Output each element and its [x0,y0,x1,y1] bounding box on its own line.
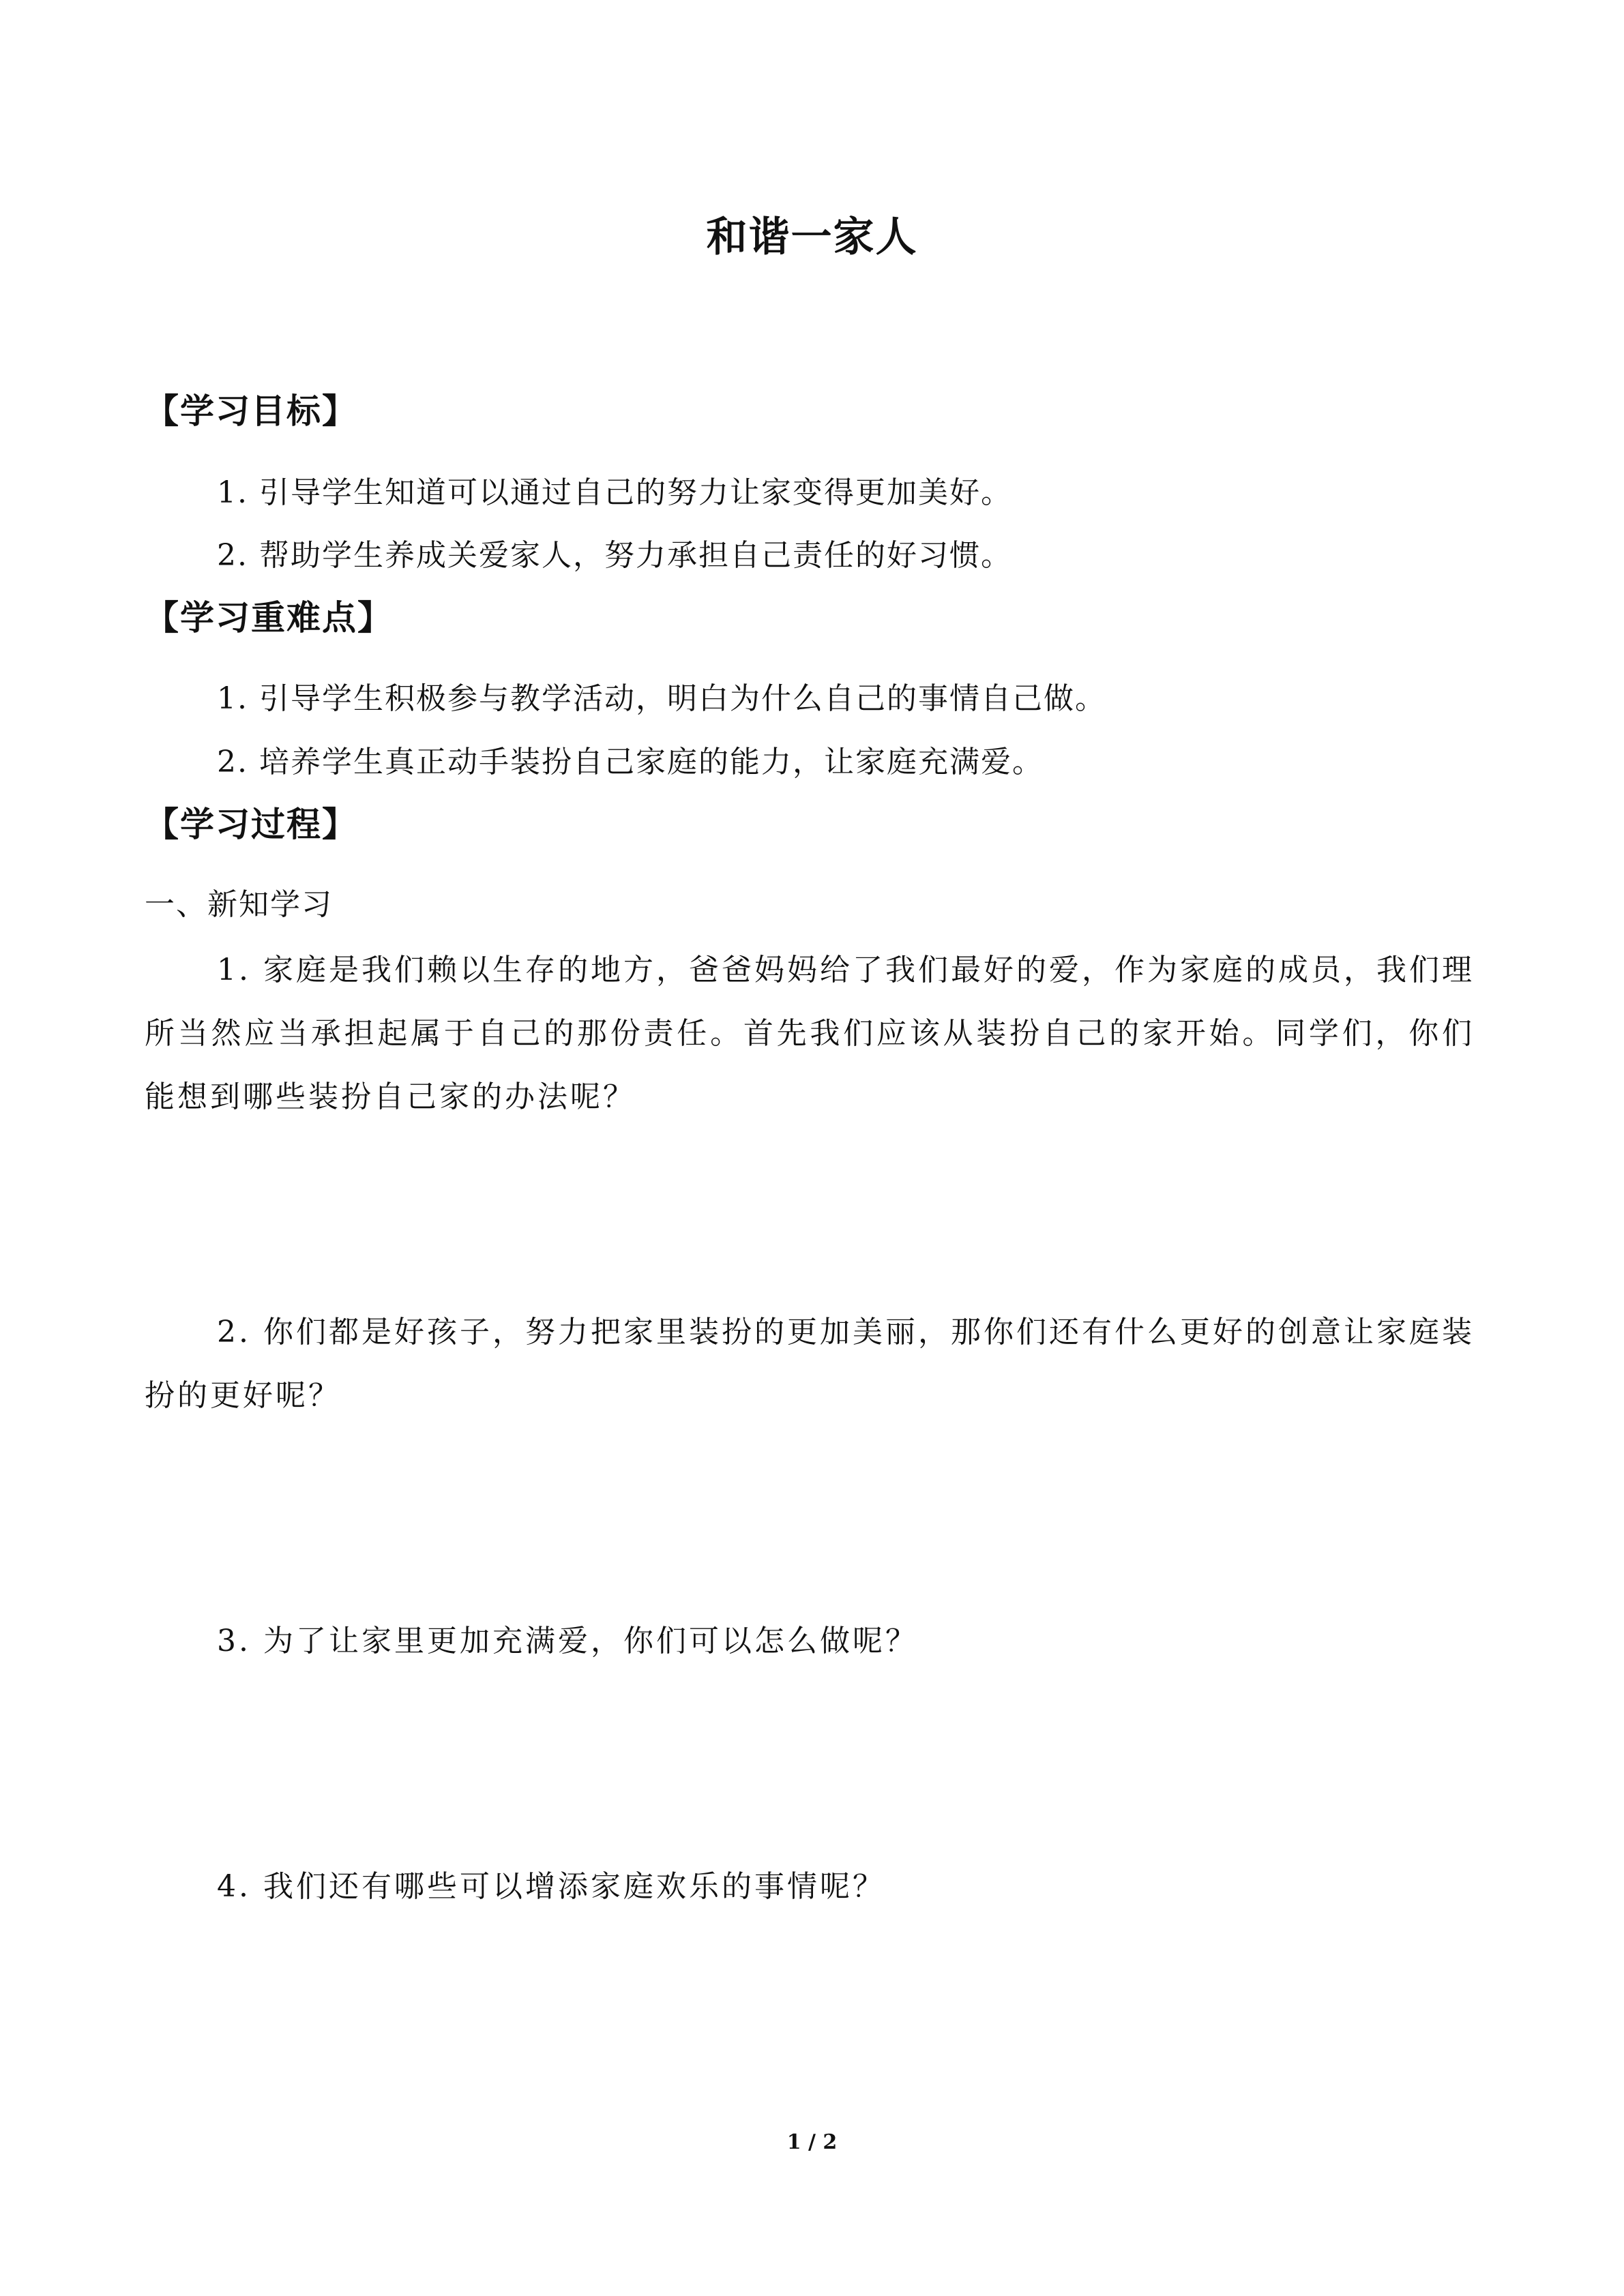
question-3: 3. 为了让家里更加充满爱，你们可以怎么做呢？ [217,1624,918,1658]
heading-key-points: 【学习重难点】 [145,598,393,638]
document-title: 和谐一家人 [706,213,918,261]
key-point-item-1: 1. 引导学生积极参与教学活动，明白为什么自己的事情自己做。 [217,681,1106,716]
page-number: 1 / 2 [786,2130,838,2154]
objective-item-2: 2. 帮助学生养成关爱家人，努力承担自己责任的好习惯。 [217,538,1012,573]
heading-learning-objectives: 【学习目标】 [145,391,357,431]
heading-learning-process: 【学习过程】 [145,805,357,844]
key-point-item-2: 2. 培养学生真正动手装扮自己家庭的能力，让家庭充满爱。 [217,745,1044,779]
subsection-new-knowledge: 一、新知学习 [145,887,333,922]
question-1: 1. 家庭是我们赖以生存的地方，爸爸妈妈给了我们最好的爱，作为家庭的成员，我们理所当然应当承担起属于自己的那份责任。首先我们应该从装扮自己的家开始。同学们，你们能想到哪些装扮自己家的办法呢？ [145,953,1475,1114]
question-2: 2. 你们都是好孩子，努力把家里装扮的更加美丽，那你们还有什么更好的创意让家庭装扮的更好呢？ [145,1315,1475,1413]
question-4: 4. 我们还有哪些可以增添家庭欢乐的事情呢？ [217,1869,885,1904]
objective-item-1: 1. 引导学生知道可以通过自己的努力让家变得更加美好。 [217,475,1012,510]
